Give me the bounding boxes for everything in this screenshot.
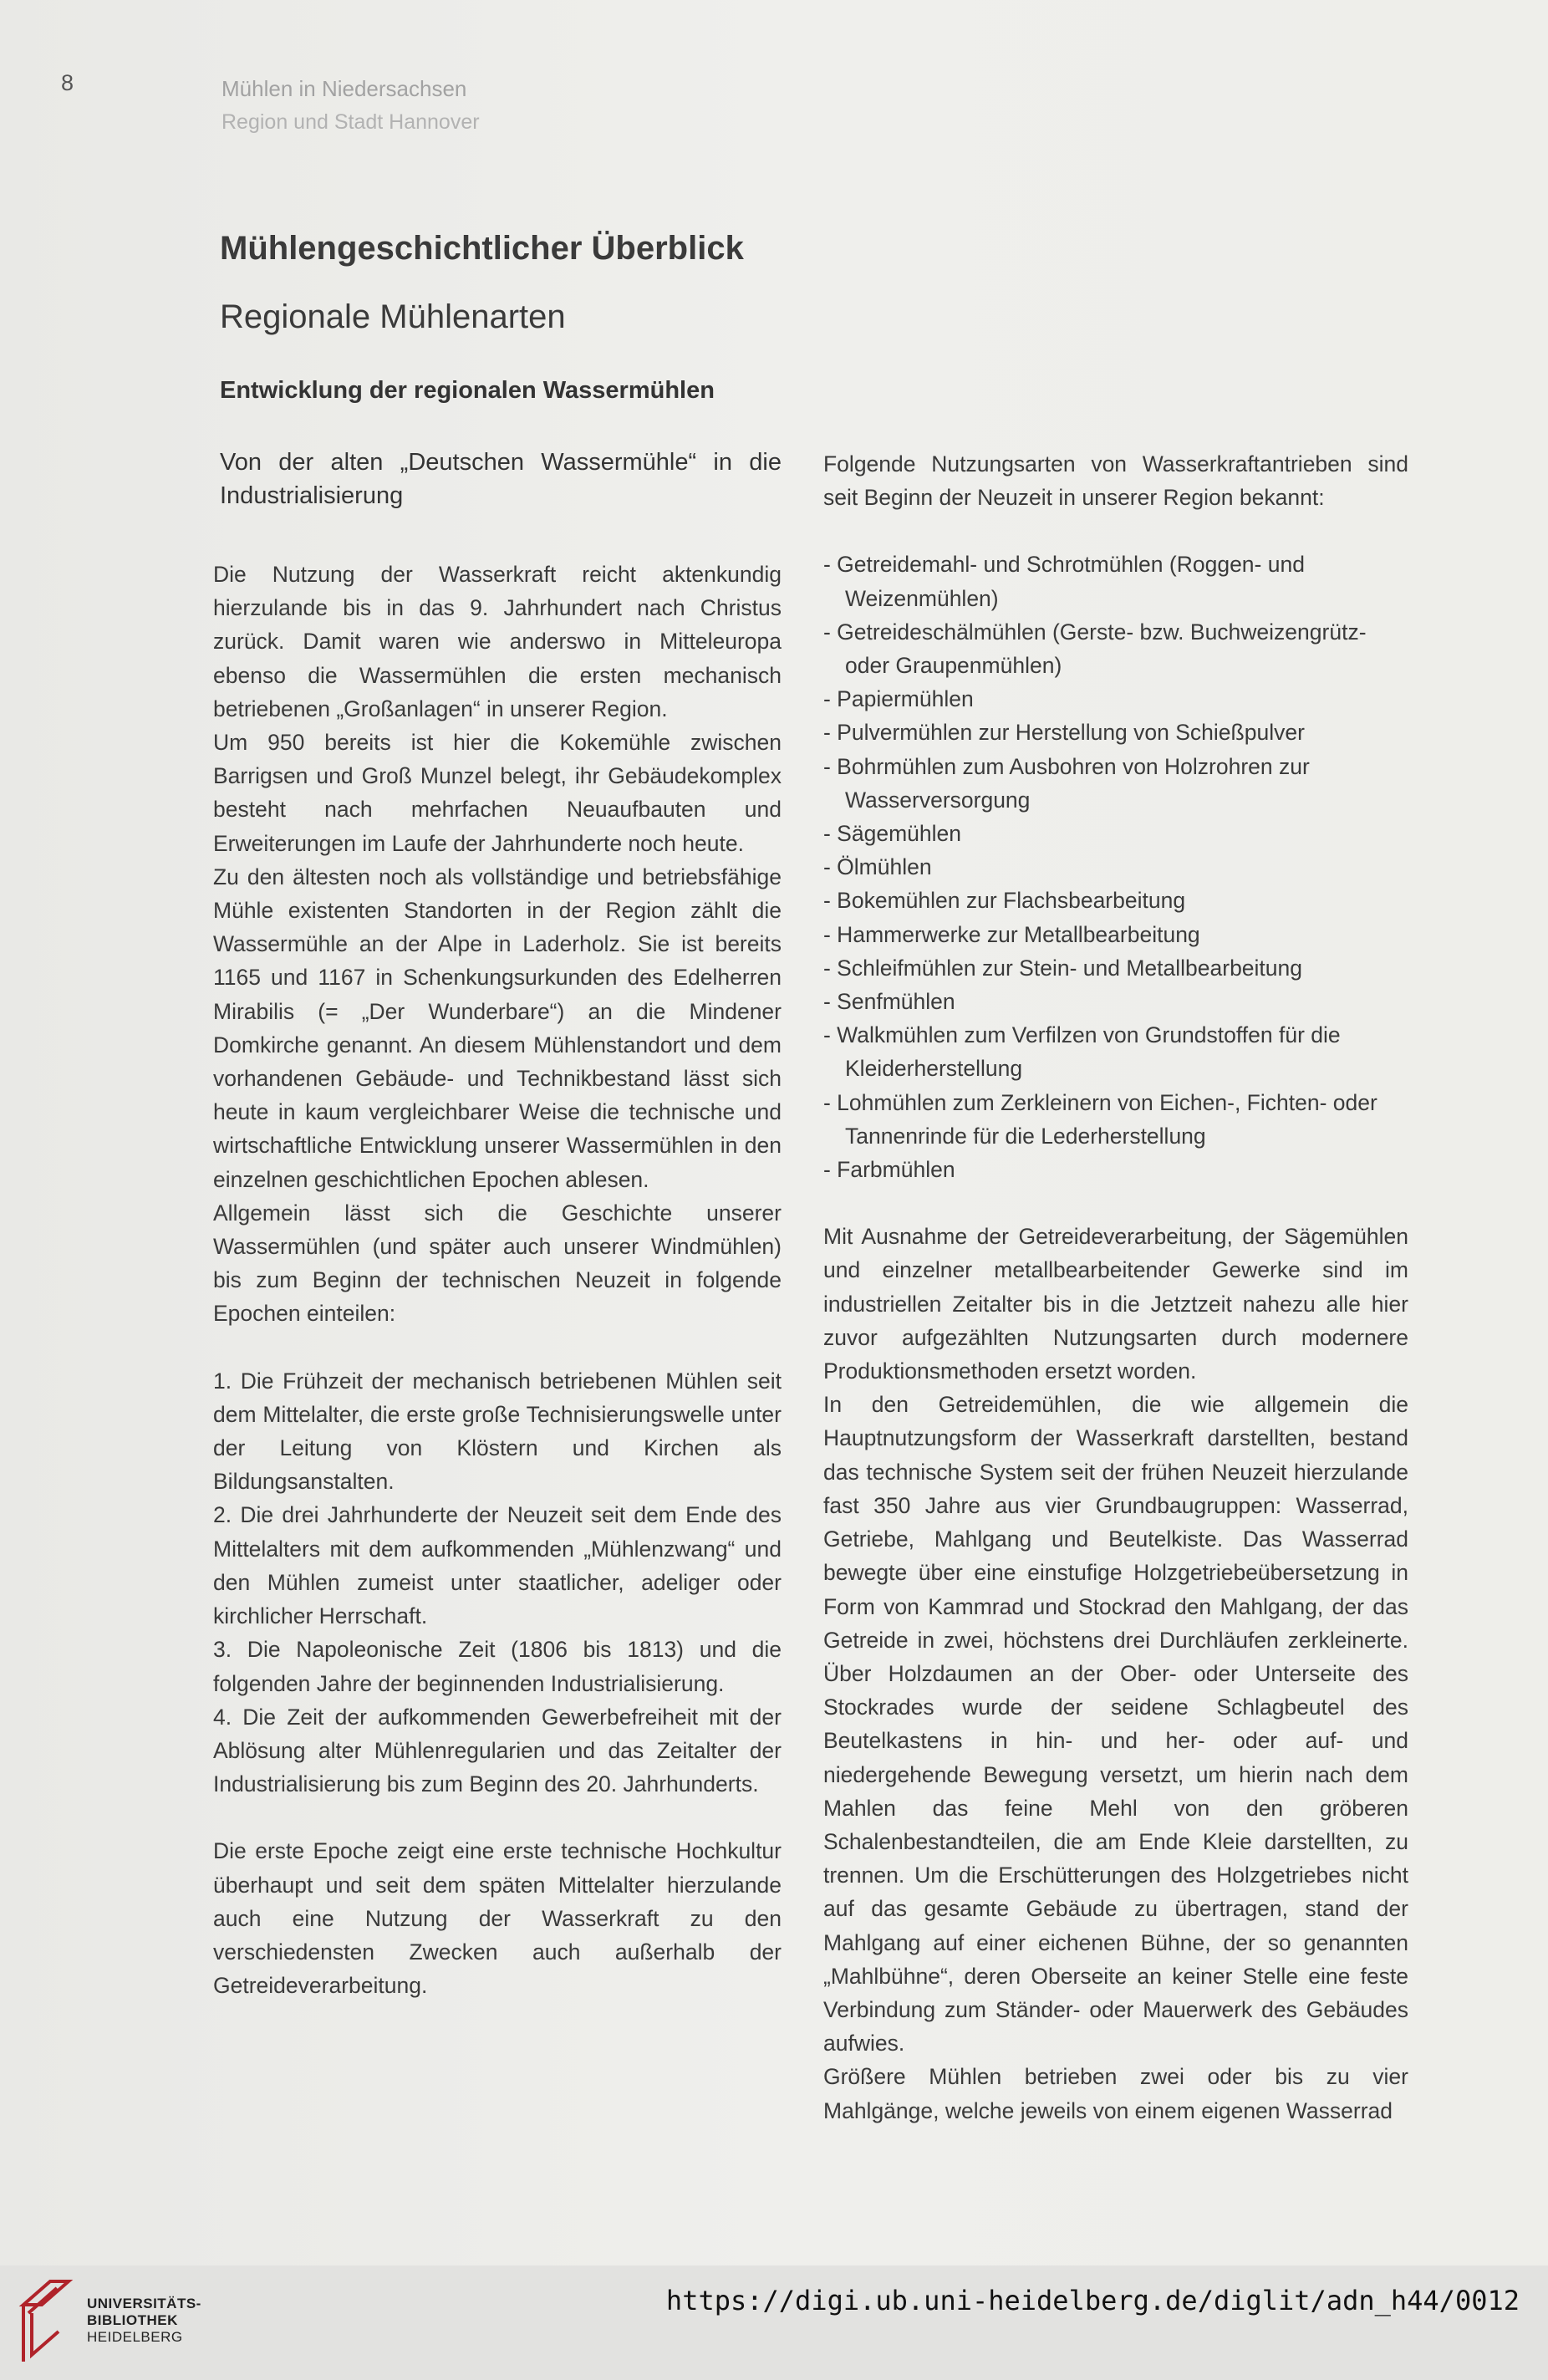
- list-item: - Papiermühlen: [823, 686, 974, 712]
- running-head: [222, 72, 480, 139]
- paragraph: Größere Mühlen betrieben zwei oder bis zu vier Mahlgänge, welche jeweils von einem eigenen Wasserrad: [823, 2064, 1408, 2123]
- list-item: - Ölmühlen: [823, 854, 932, 880]
- list-item: - Pulvermühlen zur Herstellung von Schießpulver: [823, 720, 1305, 746]
- right-column: [823, 447, 1408, 2128]
- page-number: 8: [61, 70, 74, 95]
- running-head-subtitle: Region und Stadt Hannover: [222, 110, 480, 134]
- paragraph: Allgemein lässt sich die Geschichte unserer Wassermühlen (und später auch unserer Windmühlen) bis zum Beginn der technischen Neuzeit in folgende Epochen einteilen:: [213, 1200, 782, 1327]
- list-item: - Getreideschälmühlen (Gerste- bzw. Buchweizengrütz- oder Graupenmühlen): [823, 619, 1367, 679]
- viewer-footer: [0, 2265, 1548, 2380]
- list-item: - Hammerwerke zur Metallbearbeitung: [823, 921, 1200, 947]
- paragraph: Um 950 bereits ist hier die Kokemühle zwischen Barrigsen und Groß Munzel belegt, ihr Gebäudekomplex besteht nach mehrfachen Neuaufbauten und Erweiterungen im Laufe der Jahrhunderte noch heute.: [213, 730, 782, 856]
- list-item: - Bokemühlen zur Flachsbearbeitung: [823, 888, 1186, 914]
- usage-list: [823, 548, 1408, 1186]
- list-item: - Farbmühlen: [823, 1157, 955, 1183]
- left-subheading: Von der alten „Deutschen Wassermühle“ in die Industrialisierung: [220, 449, 782, 509]
- paragraph: In den Getreidemühlen, die wie allgemein die Hauptnutzungsform der Wasserkraft darstellten, bestand das technische System seit der frühen Neuzeit hierzulande fast 350 Jahre aus vier Grundbaugruppen: Wasserrad, Getriebe, Mahlgang und Beutelkiste. Das Wasserrad bewegte über eine einstufige Holzgetriebeübersetzung in Form von Kammrad und Stockrad den Mahlgang, der das Getreide in zwei, höchstens drei Durchläufen zerkleinerte. Über Holzdaumen an der Ober- oder Unterseite des Stockrades wurde der seidene Schlagbeutel des Beutelkastens in hin- und her- oder auf- und niedergehende Bewegung versetzt, um hierin nach dem Mahlen das feine Mehl von den gröberen Schalenbestandteilen, die am Ende Kleie darstellten, zu trennen. Um die Erschütterungen des Holzgetriebes nicht auf das gesamte Gebäude zu übertragen, stand der Mahlgang auf einer eichenen Bühne, der so genannten „Mahlbühne“, deren Oberseite an keiner Stelle eine feste Verbindung zum Ständer- oder Mauerwerk des Gebäudes aufwies.: [823, 1392, 1408, 2056]
- paragraph: Die Nutzung der Wasserkraft reicht aktenkundig hierzulande bis in das 9. Jahrhundert nach Christus zurück. Damit waren wie anderswo in Mitteleuropa ebenso die Wassermühlen die ersten mechanisch betriebenen „Großanlagen“ in unserer Region.: [213, 562, 782, 721]
- ub-heidelberg-logo-icon[interactable]: [17, 2280, 75, 2363]
- epoch-item: 1. Die Frühzeit der mechanisch betriebenen Mühlen seit dem Mittelalter, die erste große Technisierungswelle unter der Leitung von Klöstern und Kirchen als Bildungsanstalten.: [213, 1368, 782, 1495]
- list-item: - Bohrmühlen zum Ausbohren von Holzrohren zur Wasserversorgung: [823, 753, 1310, 813]
- logo-line: UNIVERSITÄTS-: [87, 2296, 201, 2311]
- list-item: - Senfmühlen: [823, 989, 955, 1015]
- logo-line: HEIDELBERG: [87, 2329, 183, 2345]
- paragraph: Zu den ältesten noch als vollständige und betriebsfähige Mühle existenten Standorten in der Region zählt die Wassermühle an der Alpe in Laderholz. Sie ist bereits 1165 und 1167 in Schenkungsurkunden des Edelherren Mirabilis (= „Der Wunderbare“) an die Mindener Domkirche genannt. An diesem Mühlenstandort und dem vorhandenen Gebäude- und Technikbestand lässt sich heute in kaum vergleichbarer Weise die technische und wirtschaftliche Entwicklung unserer Wassermühlen in den einzelnen geschichtlichen Epochen ablesen.: [213, 864, 782, 1192]
- list-item: - Walkmühlen zum Verfilzen von Grundstoffen für die Kleiderherstellung: [823, 1022, 1341, 1082]
- list-item: - Lohmühlen zum Zerkleinern von Eichen-, Fichten- oder Tannenrinde für die Lederherstellung: [823, 1089, 1377, 1149]
- section-title: Regionale Mühlenarten: [220, 298, 566, 335]
- permalink-url[interactable]: https://digi.ub.uni-heidelberg.de/diglit/adn_h44/0012: [665, 2285, 1520, 2316]
- chapter-title: Mühlengeschichtlicher Überblick: [220, 230, 744, 267]
- paragraph: Die erste Epoche zeigt eine erste technische Hochkultur überhaupt und seit dem späten Mittelalter hierzulande auch eine Nutzung der Wasserkraft zu den verschiedensten Zwecken auch außerhalb der Getreideverarbeitung.: [213, 1838, 782, 1999]
- list-item: - Sägemühlen: [823, 821, 961, 847]
- list-item: - Getreidemahl- und Schrotmühlen (Roggen- und Weizenmühlen): [823, 552, 1305, 611]
- list-item: - Schleifmühlen zur Stein- und Metallbearbeitung: [823, 955, 1303, 981]
- ub-heidelberg-logo-text[interactable]: [87, 2296, 201, 2346]
- left-column: [213, 446, 782, 2002]
- epoch-item: 2. Die drei Jahrhunderte der Neuzeit seit dem Ende des Mittelalters mit dem aufkommenden „Mühlenzwang“ und den Mühlen zumeist unter staatlicher, adeliger oder kirchlicher Herrschaft.: [213, 1502, 782, 1629]
- logo-line: BIBLIOTHEK: [87, 2312, 178, 2328]
- epoch-item: 4. Die Zeit der aufkommenden Gewerbefreiheit mit der Ablösung alter Mühlenregularien und das Zeitalter der Industrialisierung bis zum Beginn des 20. Jahrhunderts.: [213, 1704, 782, 1797]
- paragraph: Folgende Nutzungsarten von Wasserkraftantrieben sind seit Beginn der Neuzeit in unserer Region bekannt:: [823, 451, 1408, 511]
- epoch-item: 3. Die Napoleonische Zeit (1806 bis 1813) und die folgenden Jahre der beginnenden Industrialisierung.: [213, 1637, 782, 1696]
- paragraph: Mit Ausnahme der Getreideverarbeitung, der Sägemühlen und einzelner metallbearbeitender Gewerke sind im industriellen Zeitalter bis in die Jetztzeit nahezu alle hier zuvor aufgezählten Nutzungsarten durch modernere Produktionsmethoden ersetzt worden.: [823, 1224, 1408, 1384]
- subsection-title: Entwicklung der regionalen Wassermühlen: [220, 377, 715, 404]
- running-head-title: Mühlen in Niedersachsen: [222, 76, 467, 101]
